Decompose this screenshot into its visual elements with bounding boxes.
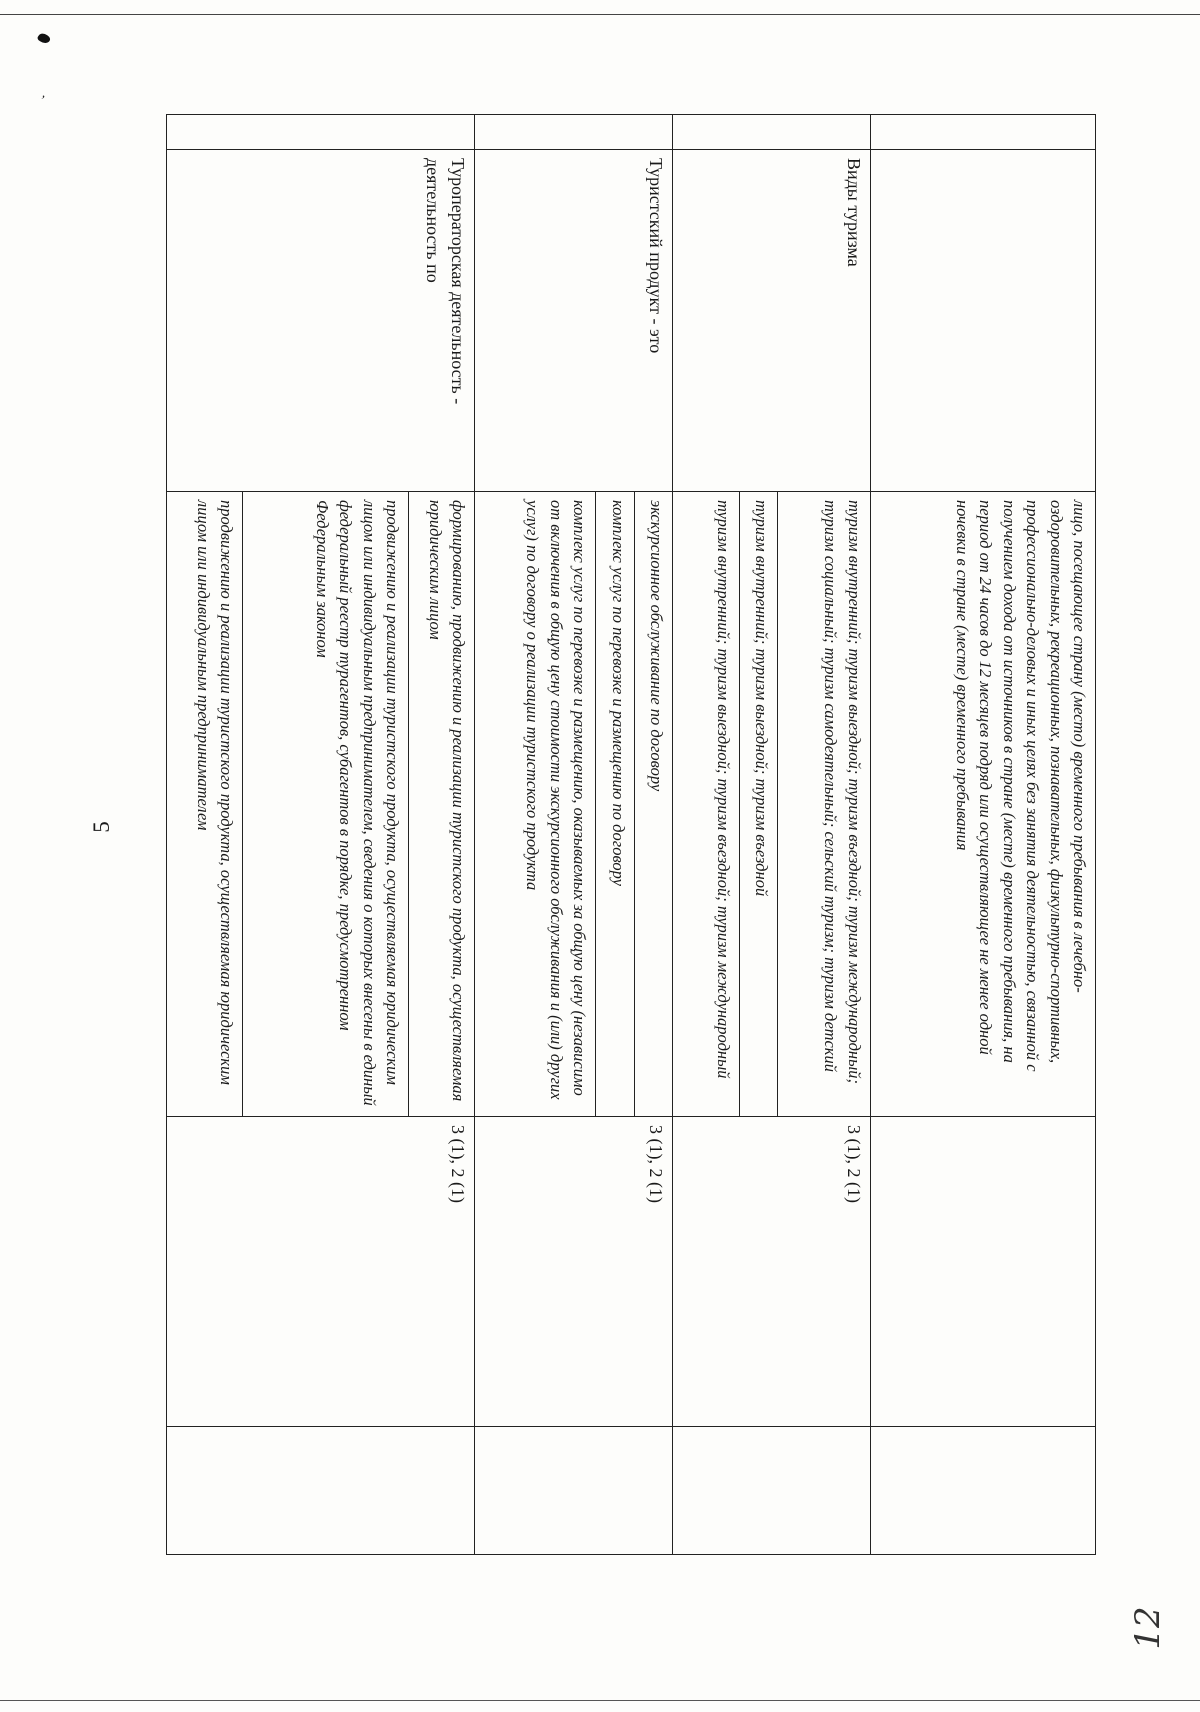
definition-cell: комплекс услуг по перевозке и размещению, оказываемых за общую цену (независимо от включения в общую цену стоимости экскурсионного обслуживания и (или) других услуг) по договору о реализации туристского продукта	[475, 492, 596, 1117]
blank-cell	[673, 1427, 870, 1555]
table-row-tourist	[870, 115, 1095, 1555]
table-row-tour-operator	[409, 115, 475, 1555]
score-cell	[870, 1117, 1095, 1427]
blank-cell	[475, 1427, 673, 1555]
row-number-cell	[870, 115, 1095, 150]
definition-cell: туризм внутренний; туризм выездной; туризм въездной; туризм международный; туризм социальный; туризм самодеятельный; сельский туризм; туризм детский	[778, 492, 871, 1117]
ink-mark	[37, 31, 52, 45]
page-edge-top	[0, 14, 1200, 15]
table-row-tourism-types	[778, 115, 871, 1555]
term-cell	[870, 150, 1095, 492]
definition-cell: продвижению и реализации туристского продукта, осуществляемая юридическим лицом или индивидуальным предпринимателем, сведения о которых внесены в единый федеральный реестр турагентов, субагентов в порядке, предусмотренном Федеральным законом	[243, 492, 409, 1117]
definition-cell: продвижению и реализации туристского продукта, осуществляемая юридическим лицом или индивидуальным предпринимателем	[167, 492, 243, 1117]
score-cell: 3 (1), 2 (1)	[167, 1117, 475, 1427]
table-row-tourist-product	[634, 115, 672, 1555]
definition-cell: туризм внутренний; туризм выездной; туризм въездной	[739, 492, 777, 1117]
definition-cell: лицо, посещающее страну (место) временного пребывания в лечебно-оздоровительных, рекреационных, познавательных, физкультурно-спортивных, профессионально-деловых и иных целях без занятия деятельностью, связанной с получением дохода от источников в стране (месте) временного пребывания, на период от 24 часов до 12 месяцев подряд или осуществляющее не менее одной ночевки в стране (месте) временного пребывания	[870, 492, 1095, 1117]
term-cell: Виды туризма	[673, 150, 870, 492]
row-number-cell	[673, 115, 870, 150]
term-cell: Туроператорская деятельность - деятельность по	[167, 150, 475, 492]
score-cell: 3 (1), 2 (1)	[475, 1117, 673, 1427]
definition-cell: туризм внутренний; туризм выездной; туризм въездной; туризм международный	[673, 492, 739, 1117]
row-number-cell	[475, 115, 673, 150]
page-edge-bottom	[0, 1700, 1200, 1701]
definition-cell: формированию, продвижению и реализации туристского продукта, осуществляемая юридическим лицом	[409, 492, 475, 1117]
score-cell: 3 (1), 2 (1)	[673, 1117, 870, 1427]
definition-cell: комплекс услуг по перевозке и размещению по договору	[596, 492, 634, 1117]
handwritten-sheet-number: 12	[1128, 1606, 1168, 1650]
blank-cell	[870, 1427, 1095, 1555]
blank-cell	[167, 1427, 475, 1555]
pen-tick-mark: ’	[37, 91, 47, 108]
page-number: 5	[89, 821, 114, 833]
term-cell: Туристский продукт - это	[475, 150, 673, 492]
assessment-table	[166, 114, 1096, 1554]
definition-cell: экскурсионное обслуживание по договору	[634, 492, 672, 1117]
row-number-cell	[167, 115, 475, 150]
